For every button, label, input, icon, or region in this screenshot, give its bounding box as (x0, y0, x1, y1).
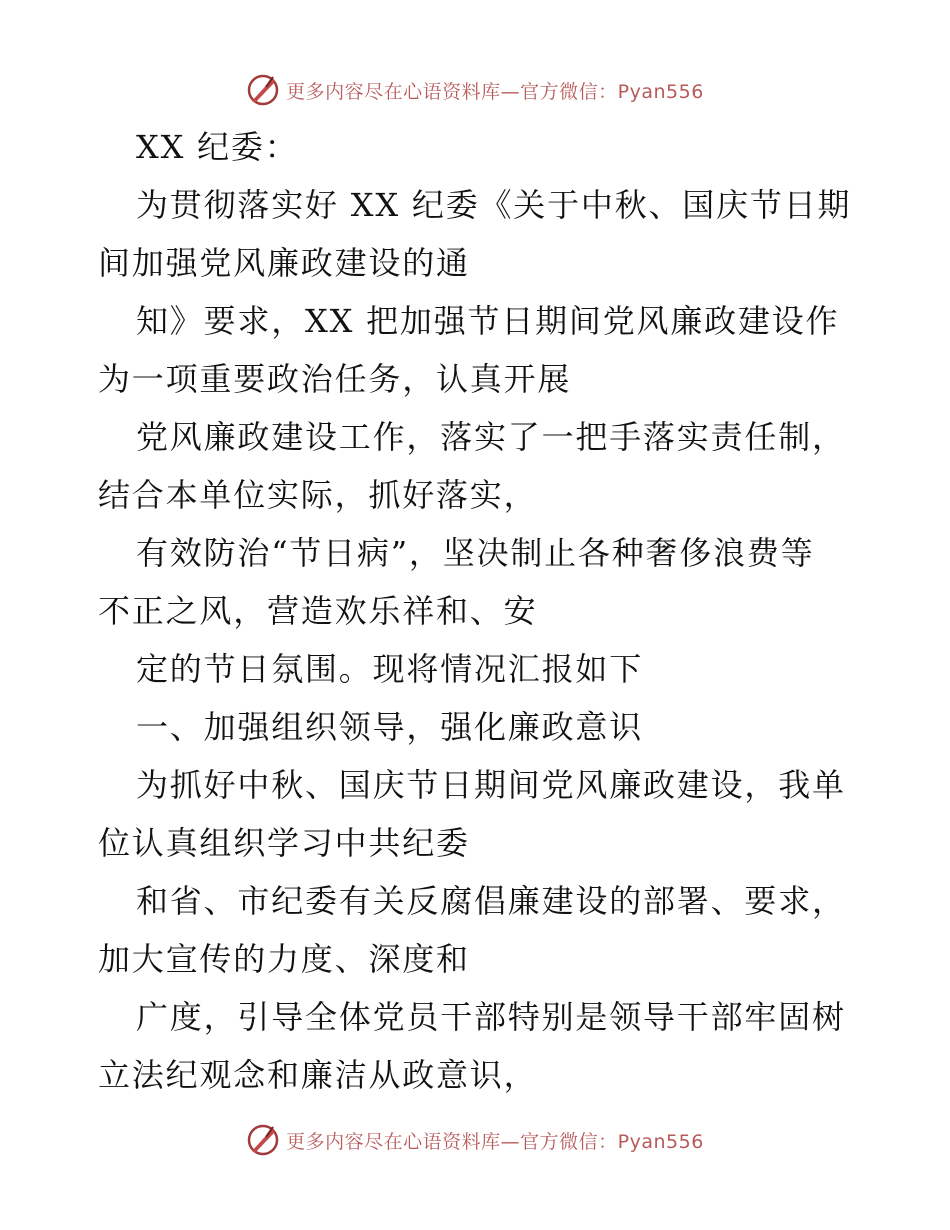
quill-pen-logo-icon (246, 73, 280, 107)
paragraph-line: 和省、市纪委有关反腐倡廉建设的部署、要求， (136, 882, 846, 920)
paragraph-line: 位认真组织学习中共纪委 (98, 824, 470, 862)
paragraph-line: 广度，引导全体党员干部特别是领导干部牢固树 (136, 998, 846, 1036)
paragraph-line: 党风廉政建设工作，落实了一把手落实责任制， (136, 418, 846, 456)
header-banner (0, 70, 950, 110)
header-banner-text: 更多内容尽在心语资料库—官方微信：Pyan556 (286, 80, 704, 103)
quill-pen-logo-icon (246, 1123, 280, 1157)
paragraph-line: 为抓好中秋、国庆节日期间党风廉政建设，我单 (136, 766, 846, 804)
paragraph-line: 加大宣传的力度、深度和 (98, 940, 470, 978)
paragraph-line: 有效防治“节日病”，坚决制止各种奢侈浪费等 (136, 534, 815, 572)
paragraph-line: 知》要求，XX 把加强节日期间党风廉政建设作 (136, 302, 840, 340)
paragraph-line: 立法纪观念和廉洁从政意识， (98, 1056, 538, 1094)
paragraph-line: 为贯彻落实好 XX 纪委《关于中秋、国庆节日期 (136, 186, 852, 224)
footer-banner (0, 1120, 950, 1160)
paragraph-line: 结合本单位实际，抓好落实， (98, 476, 538, 514)
paragraph-line: 间加强党风廉政建设的通 (98, 244, 470, 282)
paragraph-line: 不正之风，营造欢乐祥和、安 (98, 592, 538, 630)
section-heading: 一、加强组织领导，强化廉政意识 (136, 708, 644, 746)
salutation: XX 纪委： (136, 128, 299, 166)
document-body (98, 118, 868, 1104)
paragraph-line: 定的节日氛围。现将情况汇报如下 (136, 650, 644, 688)
footer-banner-text: 更多内容尽在心语资料库—官方微信：Pyan556 (286, 1130, 704, 1153)
paragraph-line: 为一项重要政治任务，认真开展 (98, 360, 572, 398)
